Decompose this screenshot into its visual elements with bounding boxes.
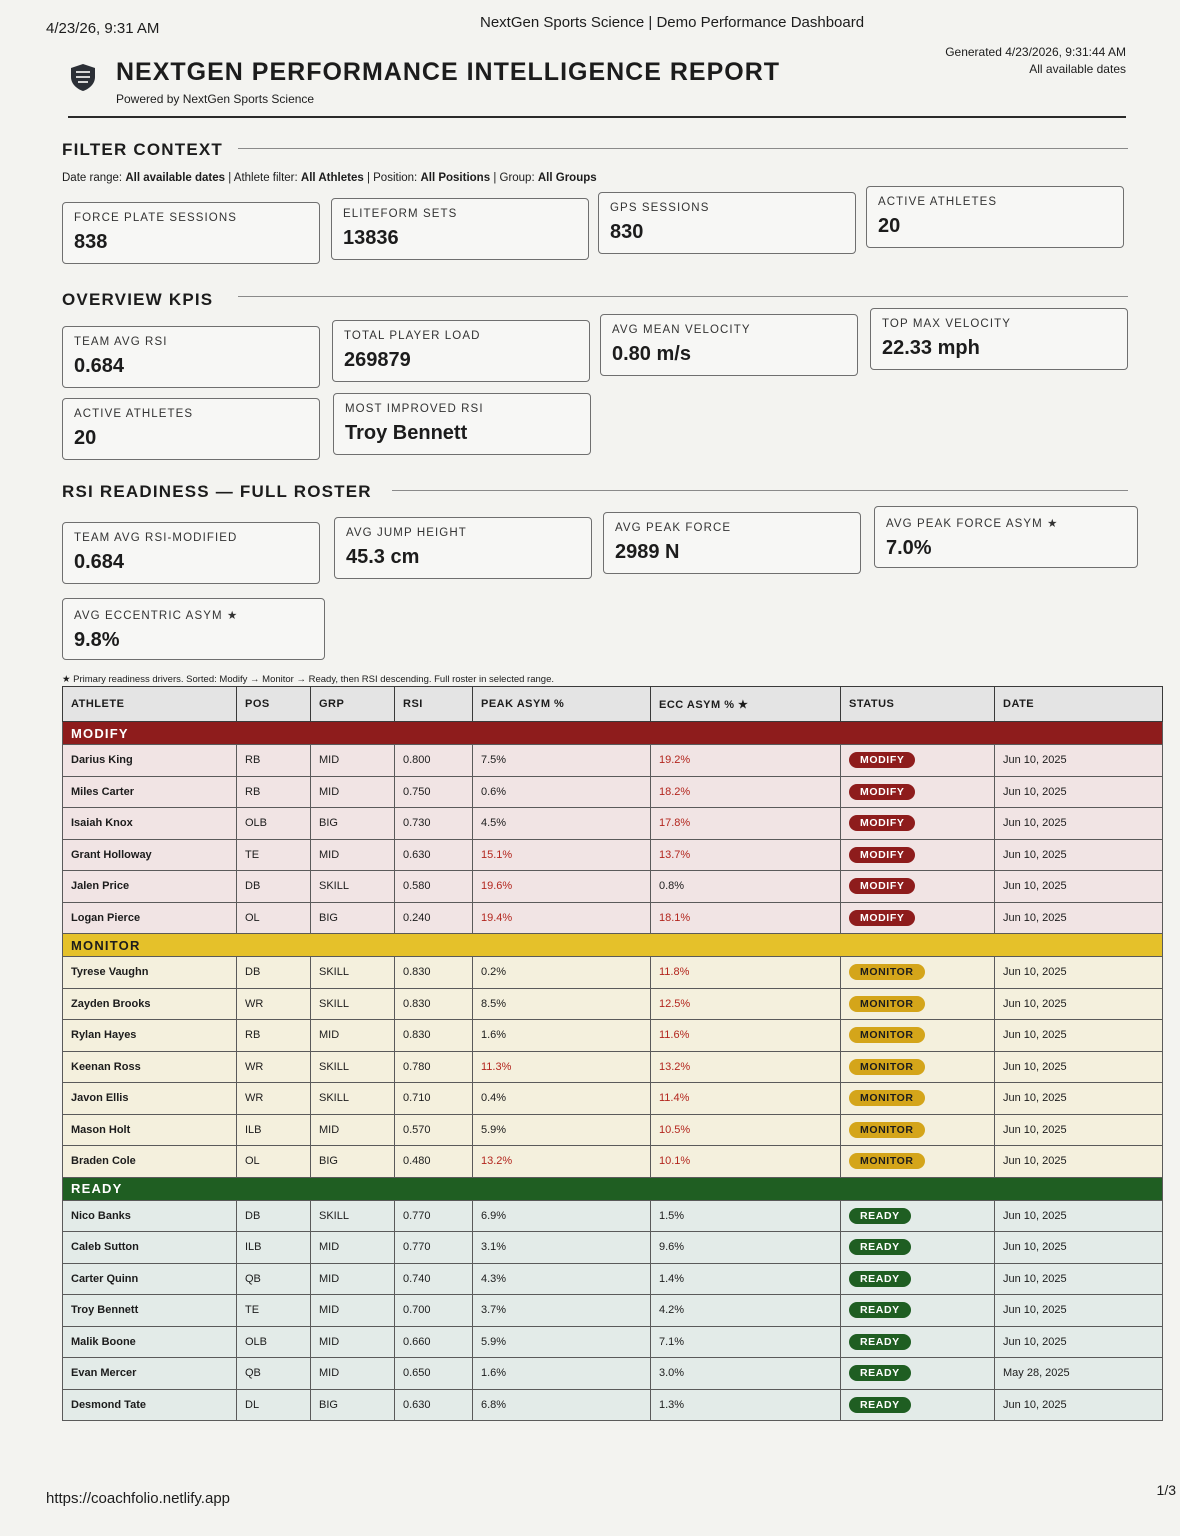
athlete-cell: Carter Quinn — [63, 1263, 237, 1295]
section-divider — [392, 490, 1128, 491]
kpi-label: AVG MEAN VELOCITY — [612, 324, 751, 336]
ecc-asym-cell: 12.5% — [651, 988, 841, 1020]
kpi-card-gps-sessions — [598, 192, 856, 254]
status-cell — [841, 1232, 995, 1264]
rsi-cell: 0.480 — [395, 1146, 473, 1178]
shield-logo-icon — [68, 62, 98, 92]
athlete-cell: Desmond Tate — [63, 1389, 237, 1421]
grp-cell: BIG — [311, 808, 395, 840]
table-row — [63, 1020, 1163, 1052]
kpi-label: AVG ECCENTRIC ASYM ★ — [74, 610, 239, 622]
peak-asym-cell: 6.8% — [473, 1389, 651, 1421]
status-cell — [841, 1146, 995, 1178]
kpi-label: TEAM AVG RSI-MODIFIED — [74, 532, 238, 544]
date-cell: Jun 10, 2025 — [995, 1083, 1163, 1115]
date-cell: Jun 10, 2025 — [995, 1295, 1163, 1327]
date-cell: Jun 10, 2025 — [995, 1051, 1163, 1083]
ecc-asym-cell: 1.5% — [651, 1200, 841, 1232]
athlete-cell: Isaiah Knox — [63, 808, 237, 840]
table-row — [63, 1114, 1163, 1146]
group-row-ready — [63, 1177, 1163, 1200]
kpi-value: 13836 — [343, 227, 399, 249]
rsi-cell: 0.570 — [395, 1114, 473, 1146]
date-cell: Jun 10, 2025 — [995, 776, 1163, 808]
kpi-label: ELITEFORM SETS — [343, 208, 458, 220]
kpi-value: Troy Bennett — [345, 422, 468, 444]
date-range-label: Date range: — [62, 172, 123, 184]
kpi-value: 830 — [610, 221, 644, 243]
ecc-asym-cell: 19.2% — [651, 745, 841, 777]
kpi-card-avg-peak-force-asym — [874, 506, 1138, 568]
pos-cell: WR — [237, 988, 311, 1020]
kpi-card-active-athletes — [62, 398, 320, 460]
status-badge: READY — [849, 1239, 911, 1255]
ecc-asym-cell: 13.2% — [651, 1051, 841, 1083]
kpi-card-avg-jump-height — [334, 517, 592, 579]
generated-timestamp: Generated 4/23/2026, 9:31:44 AM — [945, 45, 1126, 59]
ecc-asym-cell: 0.8% — [651, 871, 841, 903]
rsi-cell: 0.750 — [395, 776, 473, 808]
column-header-ecc-asym: ECC ASYM % ★ — [651, 687, 841, 722]
rsi-cell: 0.830 — [395, 1020, 473, 1052]
status-cell — [841, 871, 995, 903]
filter-context-title: FILTER CONTEXT — [62, 140, 223, 159]
kpi-card-top-max-velocity — [870, 308, 1128, 370]
date-cell: Jun 10, 2025 — [995, 1200, 1163, 1232]
rsi-cell: 0.740 — [395, 1263, 473, 1295]
grp-cell: BIG — [311, 1146, 395, 1178]
status-badge: MODIFY — [849, 784, 915, 800]
peak-asym-cell: 19.6% — [473, 871, 651, 903]
date-cell: Jun 10, 2025 — [995, 871, 1163, 903]
athlete-cell: Evan Mercer — [63, 1358, 237, 1390]
status-cell — [841, 1200, 995, 1232]
group-filter-value: All Groups — [537, 172, 597, 184]
group-row-modify — [63, 722, 1163, 745]
kpi-card-force-plate-sessions — [62, 202, 320, 264]
table-row — [63, 871, 1163, 903]
athlete-cell: Troy Bennett — [63, 1295, 237, 1327]
kpi-card-total-player-load — [332, 320, 590, 382]
status-badge: MONITOR — [849, 964, 925, 980]
status-cell — [841, 776, 995, 808]
pos-cell: TE — [237, 839, 311, 871]
athlete-cell: Javon Ellis — [63, 1083, 237, 1115]
kpi-value: 0.80 m/s — [612, 343, 691, 365]
generated-range: All available dates — [1029, 62, 1126, 76]
peak-asym-cell: 4.5% — [473, 808, 651, 840]
rsi-cell: 0.780 — [395, 1051, 473, 1083]
status-cell — [841, 1263, 995, 1295]
status-cell — [841, 1114, 995, 1146]
rsi-readiness-title: RSI READINESS — FULL ROSTER — [62, 482, 372, 501]
kpi-label: FORCE PLATE SESSIONS — [74, 212, 238, 224]
grp-cell: MID — [311, 1232, 395, 1264]
status-cell — [841, 957, 995, 989]
kpi-card-active-athletes — [866, 186, 1124, 248]
status-cell — [841, 1326, 995, 1358]
athlete-cell: Darius King — [63, 745, 237, 777]
status-badge: MODIFY — [849, 910, 915, 926]
rsi-cell: 0.710 — [395, 1083, 473, 1115]
table-row — [63, 1232, 1163, 1264]
kpi-card-eliteform-sets — [331, 198, 589, 260]
column-header-rsi: RSI — [395, 687, 473, 722]
kpi-label: MOST IMPROVED RSI — [345, 403, 484, 415]
grp-cell: SKILL — [311, 1200, 395, 1232]
pos-cell: DB — [237, 957, 311, 989]
rsi-cell: 0.630 — [395, 839, 473, 871]
roster-body — [63, 722, 1163, 1421]
peak-asym-cell: 3.7% — [473, 1295, 651, 1327]
status-badge: MODIFY — [849, 878, 915, 894]
kpi-value: 9.8% — [74, 629, 120, 651]
athlete-cell: Nico Banks — [63, 1200, 237, 1232]
status-cell — [841, 745, 995, 777]
rsi-cell: 0.770 — [395, 1232, 473, 1264]
rsi-cell: 0.660 — [395, 1326, 473, 1358]
ecc-asym-cell: 4.2% — [651, 1295, 841, 1327]
column-header-athlete: ATHLETE — [63, 687, 237, 722]
report-subtitle: Powered by NextGen Sports Science — [116, 92, 315, 106]
kpi-label: AVG PEAK FORCE — [615, 522, 732, 534]
status-cell — [841, 1051, 995, 1083]
ecc-asym-cell: 1.4% — [651, 1263, 841, 1295]
footer-url: https://coachfolio.netlify.app — [46, 1490, 230, 1507]
pos-cell: DL — [237, 1389, 311, 1421]
rsi-cell: 0.830 — [395, 988, 473, 1020]
peak-asym-cell: 3.1% — [473, 1232, 651, 1264]
status-cell — [841, 902, 995, 934]
ecc-asym-cell: 10.1% — [651, 1146, 841, 1178]
kpi-card-most-improved-rsi — [333, 393, 591, 455]
grp-cell: MID — [311, 1020, 395, 1052]
status-cell — [841, 1358, 995, 1390]
group-row-monitor — [63, 934, 1163, 957]
grp-cell: SKILL — [311, 988, 395, 1020]
peak-asym-cell: 0.6% — [473, 776, 651, 808]
section-divider — [238, 296, 1128, 297]
peak-asym-cell: 15.1% — [473, 839, 651, 871]
report-header — [68, 44, 1126, 118]
table-row — [63, 1295, 1163, 1327]
ecc-asym-cell: 18.1% — [651, 902, 841, 934]
rsi-cell: 0.830 — [395, 957, 473, 989]
column-header-pos: POS — [237, 687, 311, 722]
ecc-asym-cell: 7.1% — [651, 1326, 841, 1358]
kpi-card-team-avg-rsi — [62, 326, 320, 388]
pos-cell: DB — [237, 871, 311, 903]
pos-cell: RB — [237, 745, 311, 777]
athlete-cell: Zayden Brooks — [63, 988, 237, 1020]
peak-asym-cell: 6.9% — [473, 1200, 651, 1232]
date-cell: Jun 10, 2025 — [995, 1232, 1163, 1264]
kpi-value: 7.0% — [886, 537, 932, 559]
status-badge: MONITOR — [849, 1153, 925, 1169]
grp-cell: BIG — [311, 1389, 395, 1421]
pos-cell: ILB — [237, 1232, 311, 1264]
pos-cell: WR — [237, 1083, 311, 1115]
ecc-asym-cell: 17.8% — [651, 808, 841, 840]
peak-asym-cell: 1.6% — [473, 1020, 651, 1052]
grp-cell: MID — [311, 839, 395, 871]
table-row — [63, 839, 1163, 871]
peak-asym-cell: 4.3% — [473, 1263, 651, 1295]
peak-asym-cell: 7.5% — [473, 745, 651, 777]
date-cell: Jun 10, 2025 — [995, 745, 1163, 777]
filter-summary — [62, 172, 597, 184]
date-cell: Jun 10, 2025 — [995, 957, 1163, 989]
print-title: NextGen Sports Science | Demo Performance Dashboard — [480, 14, 865, 31]
peak-asym-cell: 8.5% — [473, 988, 651, 1020]
position-filter-value: All Positions — [420, 172, 491, 184]
status-cell — [841, 988, 995, 1020]
kpi-value: 45.3 cm — [346, 546, 420, 568]
status-cell — [841, 1295, 995, 1327]
pos-cell: OLB — [237, 1326, 311, 1358]
athlete-cell: Malik Boone — [63, 1326, 237, 1358]
report-title: NEXTGEN PERFORMANCE INTELLIGENCE REPORT — [116, 58, 781, 86]
pos-cell: DB — [237, 1200, 311, 1232]
rsi-cell: 0.580 — [395, 871, 473, 903]
kpi-label: AVG PEAK FORCE ASYM ★ — [886, 518, 1059, 530]
athlete-cell: Tyrese Vaughn — [63, 957, 237, 989]
pos-cell: WR — [237, 1051, 311, 1083]
group-label: MODIFY — [63, 722, 1163, 745]
table-row — [63, 1051, 1163, 1083]
table-row — [63, 1146, 1163, 1178]
kpi-value: 269879 — [344, 349, 411, 371]
status-badge: READY — [849, 1397, 911, 1413]
athlete-cell: Logan Pierce — [63, 902, 237, 934]
status-badge: MONITOR — [849, 1027, 925, 1043]
status-badge: READY — [849, 1208, 911, 1224]
kpi-card-avg-mean-velocity — [600, 314, 858, 376]
grp-cell: SKILL — [311, 1051, 395, 1083]
athlete-cell: Braden Cole — [63, 1146, 237, 1178]
kpi-value: 838 — [74, 231, 108, 253]
rsi-cell: 0.700 — [395, 1295, 473, 1327]
ecc-asym-cell: 10.5% — [651, 1114, 841, 1146]
rsi-cell: 0.770 — [395, 1200, 473, 1232]
grp-cell: MID — [311, 745, 395, 777]
kpi-value: 0.684 — [74, 551, 125, 573]
kpi-label: TOP MAX VELOCITY — [882, 318, 1012, 330]
status-badge: MODIFY — [849, 815, 915, 831]
date-cell: Jun 10, 2025 — [995, 1146, 1163, 1178]
peak-asym-cell: 0.2% — [473, 957, 651, 989]
athlete-cell: Keenan Ross — [63, 1051, 237, 1083]
position-filter-label: | Position: — [366, 172, 418, 184]
status-badge: MODIFY — [849, 847, 915, 863]
column-header-date: DATE — [995, 687, 1163, 722]
kpi-label: GPS SESSIONS — [610, 202, 710, 214]
peak-asym-cell: 1.6% — [473, 1358, 651, 1390]
ecc-asym-cell: 3.0% — [651, 1358, 841, 1390]
athlete-cell: Mason Holt — [63, 1114, 237, 1146]
status-badge: MONITOR — [849, 996, 925, 1012]
ecc-asym-cell: 11.8% — [651, 957, 841, 989]
ecc-asym-cell: 1.3% — [651, 1389, 841, 1421]
peak-asym-cell: 5.9% — [473, 1114, 651, 1146]
table-row — [63, 988, 1163, 1020]
pos-cell: RB — [237, 776, 311, 808]
peak-asym-cell: 0.4% — [473, 1083, 651, 1115]
column-header-grp: GRP — [311, 687, 395, 722]
athlete-cell: Caleb Sutton — [63, 1232, 237, 1264]
date-cell: Jun 10, 2025 — [995, 1389, 1163, 1421]
grp-cell: MID — [311, 776, 395, 808]
table-row — [63, 776, 1163, 808]
ecc-asym-cell: 13.7% — [651, 839, 841, 871]
status-badge: READY — [849, 1302, 911, 1318]
status-cell — [841, 1020, 995, 1052]
date-cell: Jun 10, 2025 — [995, 1020, 1163, 1052]
date-cell: Jun 10, 2025 — [995, 1263, 1163, 1295]
date-cell: Jun 10, 2025 — [995, 808, 1163, 840]
table-row — [63, 1389, 1163, 1421]
kpi-value: 2989 N — [615, 541, 680, 563]
column-header-status: STATUS — [841, 687, 995, 722]
table-row — [63, 745, 1163, 777]
print-datetime: 4/23/26, 9:31 AM — [46, 20, 160, 37]
grp-cell: MID — [311, 1114, 395, 1146]
pos-cell: ILB — [237, 1114, 311, 1146]
kpi-label: ACTIVE ATHLETES — [74, 408, 194, 420]
peak-asym-cell: 5.9% — [473, 1326, 651, 1358]
grp-cell: MID — [311, 1358, 395, 1390]
pos-cell: OL — [237, 1146, 311, 1178]
grp-cell: SKILL — [311, 1083, 395, 1115]
pos-cell: OLB — [237, 808, 311, 840]
group-label: MONITOR — [63, 934, 1163, 957]
grp-cell: SKILL — [311, 871, 395, 903]
status-badge: MONITOR — [849, 1090, 925, 1106]
athlete-cell: Miles Carter — [63, 776, 237, 808]
group-filter-label: | Group: — [493, 172, 535, 184]
table-row — [63, 957, 1163, 989]
peak-asym-cell: 11.3% — [473, 1051, 651, 1083]
page-number: 1/3 — [1156, 1482, 1176, 1498]
date-cell: May 28, 2025 — [995, 1358, 1163, 1390]
date-range-value: All available dates — [125, 172, 226, 184]
kpi-card-avg-peak-force — [603, 512, 861, 574]
status-cell — [841, 839, 995, 871]
table-row — [63, 808, 1163, 840]
date-cell: Jun 10, 2025 — [995, 839, 1163, 871]
kpi-label: TEAM AVG RSI — [74, 336, 168, 348]
peak-asym-cell: 19.4% — [473, 902, 651, 934]
grp-cell: MID — [311, 1263, 395, 1295]
grp-cell: BIG — [311, 902, 395, 934]
ecc-asym-cell: 9.6% — [651, 1232, 841, 1264]
kpi-card-team-avg-rsi-modified — [62, 522, 320, 584]
rsi-cell: 0.240 — [395, 902, 473, 934]
status-badge: READY — [849, 1271, 911, 1287]
kpi-label: ACTIVE ATHLETES — [878, 196, 998, 208]
column-header-peak-asym: PEAK ASYM % — [473, 687, 651, 722]
status-cell — [841, 1083, 995, 1115]
kpi-label: TOTAL PLAYER LOAD — [344, 330, 481, 342]
table-row — [63, 1263, 1163, 1295]
section-divider — [238, 148, 1128, 149]
kpi-value: 20 — [74, 427, 97, 449]
status-cell — [841, 808, 995, 840]
pos-cell: RB — [237, 1020, 311, 1052]
pos-cell: OL — [237, 902, 311, 934]
grp-cell: MID — [311, 1326, 395, 1358]
athlete-filter-value: All Athletes — [300, 172, 364, 184]
table-row — [63, 1083, 1163, 1115]
status-badge: READY — [849, 1334, 911, 1350]
readiness-note: ★ Primary readiness drivers. Sorted: Modify → Monitor → Ready, then RSI descending. Full roster in selected range. — [62, 674, 554, 685]
status-badge: MONITOR — [849, 1059, 925, 1075]
ecc-asym-cell: 11.4% — [651, 1083, 841, 1115]
rsi-cell: 0.630 — [395, 1389, 473, 1421]
status-badge: READY — [849, 1365, 911, 1381]
date-cell: Jun 10, 2025 — [995, 1114, 1163, 1146]
kpi-value: 20 — [878, 215, 901, 237]
group-label: READY — [63, 1177, 1163, 1200]
overview-kpis-title: OVERVIEW KPIS — [62, 290, 214, 309]
status-badge: MODIFY — [849, 752, 915, 768]
pos-cell: QB — [237, 1358, 311, 1390]
kpi-value: 0.684 — [74, 355, 125, 377]
date-cell: Jun 10, 2025 — [995, 1326, 1163, 1358]
status-cell — [841, 1389, 995, 1421]
generated-info — [945, 44, 1126, 78]
rsi-cell: 0.800 — [395, 745, 473, 777]
print-header — [46, 14, 1140, 38]
date-cell: Jun 10, 2025 — [995, 902, 1163, 934]
table-row — [63, 902, 1163, 934]
rsi-cell: 0.650 — [395, 1358, 473, 1390]
table-row — [63, 1326, 1163, 1358]
athlete-cell: Jalen Price — [63, 871, 237, 903]
table-row — [63, 1358, 1163, 1390]
table-row — [63, 1200, 1163, 1232]
rsi-cell: 0.730 — [395, 808, 473, 840]
kpi-card-avg-eccentric-asym — [62, 598, 325, 660]
athlete-filter-label: | Athlete filter: — [228, 172, 298, 184]
peak-asym-cell: 13.2% — [473, 1146, 651, 1178]
status-badge: MONITOR — [849, 1122, 925, 1138]
athlete-cell: Rylan Hayes — [63, 1020, 237, 1052]
pos-cell: TE — [237, 1295, 311, 1327]
athlete-cell: Grant Holloway — [63, 839, 237, 871]
kpi-label: AVG JUMP HEIGHT — [346, 527, 467, 539]
ecc-asym-cell: 11.6% — [651, 1020, 841, 1052]
kpi-value: 22.33 mph — [882, 337, 980, 359]
grp-cell: MID — [311, 1295, 395, 1327]
date-cell: Jun 10, 2025 — [995, 988, 1163, 1020]
ecc-asym-cell: 18.2% — [651, 776, 841, 808]
table-header-row — [63, 687, 1163, 722]
pos-cell: QB — [237, 1263, 311, 1295]
grp-cell: SKILL — [311, 957, 395, 989]
roster-table — [62, 686, 1163, 1421]
